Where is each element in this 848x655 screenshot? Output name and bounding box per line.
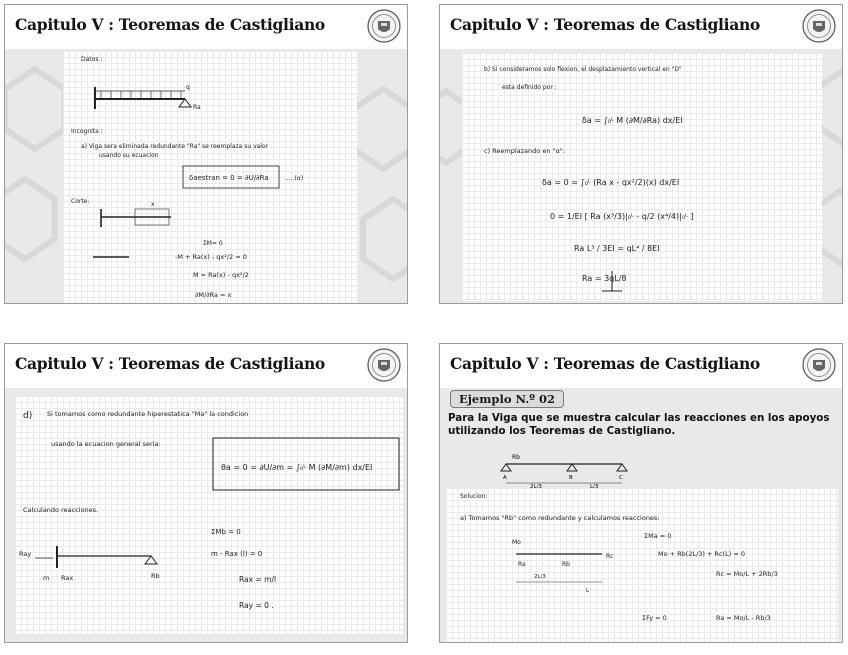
note-line: usando su ecuacion	[99, 152, 159, 159]
reaction-label: Rax	[61, 574, 74, 582]
note-formula: -M + Ra(x) - qx²/2 = 0	[175, 253, 247, 261]
slide-title-bar	[5, 5, 407, 49]
note-line: Calculando reacciones.	[23, 506, 99, 514]
slide-title: Capitulo V : Teoremas de Castigliano	[450, 15, 760, 34]
handwritten-page	[63, 51, 357, 303]
reaction-label: Rc	[606, 553, 614, 560]
reaction-label: Ra	[193, 104, 201, 111]
note-formula: Rax = m/l	[239, 575, 277, 584]
note-formula: Mo + Rb(2L/3) + Rc(L) = 0	[658, 550, 746, 558]
note-line: a) Viga sera eliminada redundante "Ra" se reemplaza su valor	[81, 143, 269, 150]
handwritten-page	[462, 53, 822, 301]
slide-title-bar	[5, 344, 407, 388]
note-formula: ΣMa = 0	[644, 532, 672, 540]
slide-3	[4, 343, 408, 643]
note-line: Corte:	[71, 198, 90, 205]
note-formula: ∂M/∂Ra = x	[195, 291, 232, 299]
note-line: usando la ecuacion general seria:	[51, 440, 161, 448]
note-formula: ΣMb = 0	[211, 528, 241, 536]
slide-2	[439, 4, 843, 304]
note-line: d)	[23, 411, 33, 421]
support-a-label: A	[503, 475, 507, 481]
slide-title: Capitulo V : Teoremas de Castigliano	[15, 15, 325, 34]
note-formula: 0 = 1/EI [ Ra (x³/3)|₀ᴸ - q/2 (x⁴/4)|₀ᴸ ]	[550, 212, 694, 221]
cut-label: x	[151, 201, 155, 208]
problem-statement: Para la Viga que se muestra calcular las reacciones en los apoyos utilizando los Teoremas de Castigliano.	[448, 412, 830, 437]
support-c-label: C	[619, 475, 623, 481]
slide-title-bar	[440, 5, 842, 49]
reaction-label: Ray	[19, 550, 32, 558]
university-seal-icon	[367, 9, 401, 43]
slide-title: Capitulo V : Teoremas de Castigliano	[15, 354, 325, 373]
note-formula: δa = 0 = ∫₀ᴸ (Ra x - qx²/2)(x) dx/EI	[542, 178, 680, 187]
note-formula: Ray = 0 .	[239, 601, 274, 610]
note-formula: δaestran = 0 = ∂U/∂Ra	[189, 174, 269, 182]
example-heading: Ejemplo N.º 02	[450, 390, 564, 408]
note-line: Solucion:	[460, 493, 488, 500]
moment-label: Mo	[512, 539, 521, 546]
span-label: 2L/3	[530, 484, 542, 488]
handwritten-page	[15, 396, 403, 634]
note-line: ΣM= 0	[203, 240, 223, 247]
note-formula: m - Rax (l) = 0	[211, 550, 263, 558]
load-label: q	[186, 84, 190, 91]
note-line: esta definido por :	[502, 84, 557, 91]
note-line: b) Si consideramos solo flexion, el desplazamiento vertical en "D"	[484, 66, 682, 73]
note-formula: Rc = Mo/L + 2Rb/3	[716, 570, 778, 578]
note-formula: M = Ra(x) - qx²/2	[193, 271, 249, 279]
reaction-label: Rb	[562, 561, 570, 568]
university-seal-icon	[802, 348, 836, 382]
slide-4	[439, 343, 843, 643]
note-line: Incognita :	[71, 128, 103, 135]
note-line: Datos :	[81, 56, 103, 63]
note-formula: Ra = 3qL/8	[582, 274, 627, 283]
moment-label: Rb	[512, 454, 520, 461]
note-formula: Ra L³ / 3EI = qL⁴ / 8EI	[574, 244, 660, 253]
handwritten-page	[446, 488, 838, 643]
reaction-label: Rb	[151, 572, 160, 580]
note-line: Si tomamos como redundante hiperestatica "Ma" la condicion	[47, 410, 249, 418]
slide-1	[4, 4, 408, 304]
span-label: L/3	[590, 484, 599, 488]
moment-label: m	[43, 574, 50, 582]
slide-title: Capitulo V : Teoremas de Castigliano	[450, 354, 760, 373]
span-label: 2L/3	[534, 574, 546, 580]
note-line: a) Tomamos "Rb" como redundante y calculamos reacciones:	[460, 514, 660, 522]
note-formula: δa = ∫₀ᴸ M (∂M/∂Ra) dx/EI	[582, 116, 683, 125]
span-label: L	[586, 588, 590, 594]
reaction-label: Ra	[518, 561, 526, 568]
note-formula: θa = 0 = ∂U/∂m = ∫₀ᴸ M (∂M/∂m) dx/EI	[221, 463, 373, 472]
note-formula: ΣFy = 0	[642, 614, 667, 622]
university-seal-icon	[367, 348, 401, 382]
slide-title-bar	[440, 344, 842, 388]
beam-diagram	[490, 452, 650, 488]
university-seal-icon	[802, 9, 836, 43]
note-formula: Ra = Mo/L - Rb/3	[716, 614, 771, 622]
support-b-label: B	[569, 475, 573, 481]
note-line: c) Reemplazando en "α":	[484, 147, 565, 155]
note-line: .....(α)	[285, 175, 304, 182]
